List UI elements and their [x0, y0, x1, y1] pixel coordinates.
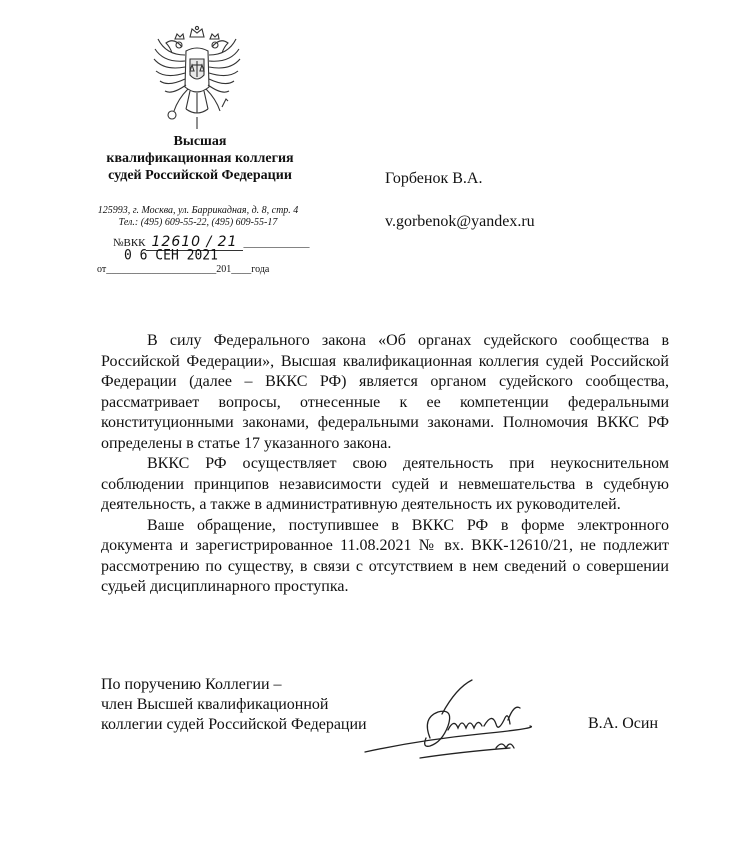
reg-number-handwritten: 12610 / 21 — [146, 234, 244, 251]
signature-line-2: член Высшей квалификационной — [101, 696, 329, 713]
registration-number: №ВКК 12610 / 21 ____________ — [113, 234, 310, 250]
phone-line: Тел.: (495) 609-55-22, (495) 609-55-17 — [118, 217, 278, 228]
recipient-name: Горбенок В.А. — [385, 170, 483, 187]
double-headed-eagle-emblem — [152, 25, 242, 131]
signature-block — [101, 675, 367, 735]
signature-line-1: По поручению Коллегии – — [101, 676, 282, 693]
paragraph-2: ВККС РФ осуществляет свою деятельность при неукоснительном соблюдении принципов независимости судей и невмешательства в судебную деятельность, а также в административную деятельность их руководителей. — [101, 455, 669, 513]
org-line-1: Высшая — [173, 134, 227, 149]
org-line-3: судей Российской Федерации — [108, 168, 292, 183]
signature-line-3: коллегии судей Российской Федерации — [101, 716, 367, 733]
recipient-email: v.gorbenok@yandex.ru — [385, 213, 535, 230]
organization-name — [60, 133, 340, 184]
paragraph-1: В силу Федерального закона «Об органах судейского сообщества в Российской Федерации», Высшая квалификационная коллегия судей Российской Федерации (далее – ВККС РФ) является органом судейского сообщества, рассматривает вопросы, отнесенные к ее компетенции федеральными конституционными законами, федеральными законами. Полномочия ВККС РФ определены в статье 17 указанного закона. — [101, 332, 669, 452]
reg-label: №ВКК — [113, 237, 146, 249]
signer-name: В.А. Осин — [588, 715, 659, 732]
date-stamp: 0 6 СЕН 2021 — [124, 247, 218, 264]
paragraph-3: Ваше обращение, поступившее в ВККС РФ в форме электронного документа и зарегистрированное 11.08.2021 № вх. ВКК-12610/21, не подлежит рассмотрению по существу, в связи с отсутствием в нем сведений о совершении судьей дисциплинарного проступка. — [101, 516, 669, 595]
handwritten-signature — [360, 668, 540, 768]
date-line: от______________________201____года — [97, 264, 270, 275]
organization-address — [68, 205, 328, 229]
date-suffix: года — [251, 264, 270, 275]
address-line: 125993, г. Москва, ул. Баррикадная, д. 8, стр. 4 — [97, 205, 299, 216]
letter-body — [101, 331, 669, 598]
date-prefix: от — [97, 264, 107, 275]
date-year: 201 — [216, 264, 232, 275]
org-line-2: квалификационная коллегия — [106, 151, 294, 166]
